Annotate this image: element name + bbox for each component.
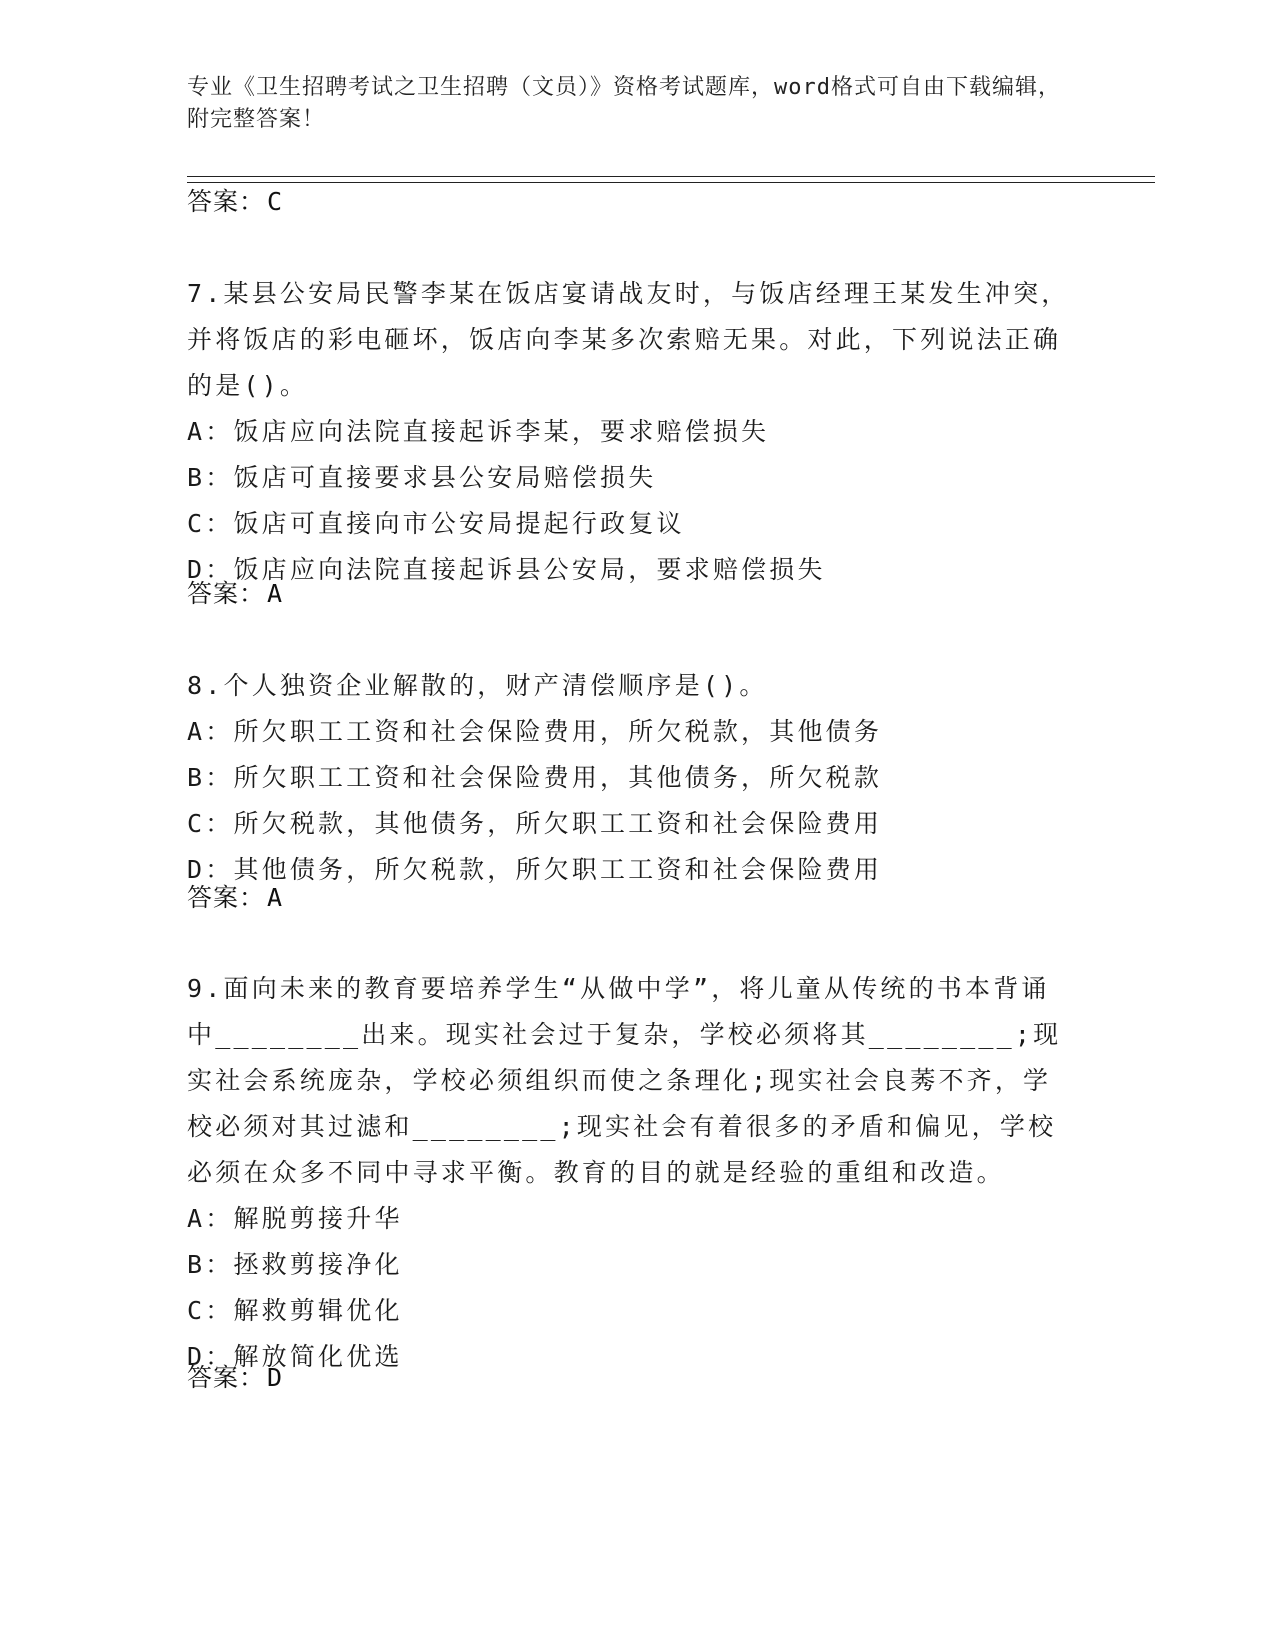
question-8	[187, 663, 1077, 893]
answer-value: A	[267, 579, 284, 608]
option-d: D：其他债务，所欠税款，所欠职工工资和社会保险费用	[187, 855, 883, 884]
option-a: A：所欠职工工资和社会保险费用，所欠税款，其他债务	[187, 717, 883, 746]
answer-label: 答案：	[187, 1363, 266, 1392]
answer-label: 答案：	[187, 187, 266, 216]
option-c: C：所欠税款，其他债务，所欠职工工资和社会保险费用	[187, 809, 883, 838]
question-text: 9.面向未来的教育要培养学生“从做中学”，将儿童从传统的书本背诵中________出来。现实社会过于复杂，学校必须将其________;现实社会系统庞杂，学校必须组织而使之条理化;现实社会良莠不齐，学校必须对其过滤和________;现实社会有着很多的矛盾和偏见，学校必须在众多不同中寻求平衡。教育的目的就是经验的重组和改造。	[187, 974, 1062, 1187]
question-9-answer	[187, 1362, 283, 1394]
question-text: 8.个人独资企业解散的，财产清偿顺序是()。	[187, 671, 768, 700]
answer-label: 答案：	[187, 883, 266, 912]
answer-value: A	[267, 883, 284, 912]
header-divider-bottom	[187, 182, 1155, 183]
header-divider-top	[187, 176, 1155, 177]
answer-value: D	[267, 1363, 284, 1392]
option-d: D：饭店应向法院直接起诉县公安局，要求赔偿损失	[187, 555, 826, 584]
question-8-answer	[187, 882, 283, 914]
previous-answer	[187, 186, 283, 218]
option-b: B：所欠职工工资和社会保险费用，其他债务，所欠税款	[187, 763, 883, 792]
document-header: 专业《卫生招聘考试之卫生招聘（文员）》资格考试题库，word格式可自由下载编辑，附完整答案！	[187, 75, 1061, 132]
option-d: D：解放简化优选	[187, 1342, 403, 1371]
answer-value: C	[267, 187, 284, 216]
option-b: B：饭店可直接要求县公安局赔偿损失	[187, 463, 657, 492]
question-9	[187, 966, 1077, 1380]
question-7-answer	[187, 578, 283, 610]
answer-label: 答案：	[187, 579, 266, 608]
option-a: A：饭店应向法院直接起诉李某，要求赔偿损失	[187, 417, 770, 446]
option-c: C：饭店可直接向市公安局提起行政复议	[187, 509, 685, 538]
option-b: B：拯救剪接净化	[187, 1250, 403, 1279]
option-c: C：解救剪辑优化	[187, 1296, 403, 1325]
question-text: 7.某县公安局民警李某在饭店宴请战友时，与饭店经理王某发生冲突，并将饭店的彩电砸坏，饭店向李某多次索赔无果。对此，下列说法正确的是()。	[187, 279, 1070, 400]
option-a: A：解脱剪接升华	[187, 1204, 403, 1233]
question-7	[187, 271, 1077, 593]
